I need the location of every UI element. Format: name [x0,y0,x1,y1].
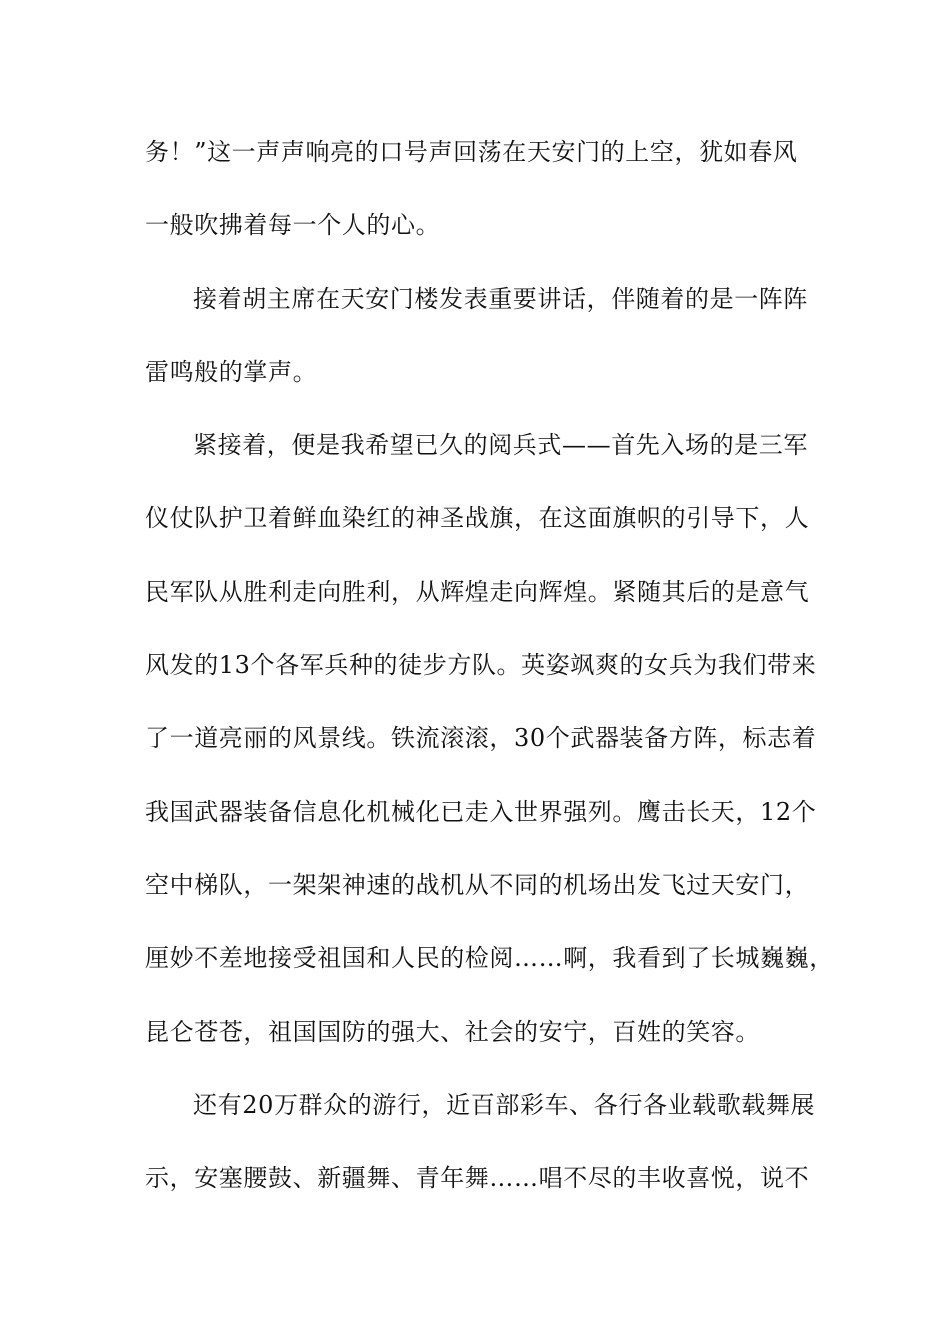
text-line: 雷鸣般的掌声。 [145,357,318,386]
text-line: 仪仗队护卫着鲜血染红的神圣战旗，在这面旗帜的引导下，人 [145,504,810,533]
paragraph-start-line: 还有20万群众的游行，近百部彩车、各行各业载歌载舞展 [193,1090,816,1119]
text-line: 我国武器装备信息化机械化已走入世界强列。鹰击长天，12个 [145,797,817,826]
text-line: 示，安塞腰鼓、新疆舞、青年舞……唱不尽的丰收喜悦，说不 [145,1164,810,1193]
text-line: 风发的13个各军兵种的徒步方队。英姿飒爽的女兵为我们带来 [145,651,817,680]
text-line: 空中梯队，一架架神速的战机从不同的机场出发飞过天安门， [145,870,810,899]
text-line: 了一道亮丽的风景线。铁流滚滚，30个武器装备方阵，标志着 [145,724,817,753]
paragraph-start-line: 紧接着，便是我希望已久的阅兵式——首先入场的是三军 [193,431,808,460]
text-line: 民军队从胜利走向胜利，从辉煌走向辉煌。紧随其后的是意气 [145,577,810,606]
text-line: 昆仑苍苍，祖国国防的强大、社会的安宁，百姓的笑容。 [145,1017,760,1046]
text-line: 一般吹拂着每一个人的心。 [145,211,441,240]
text-line: 厘妙不差地接受祖国和人民的检阅……啊，我看到了长城巍巍， [145,944,834,973]
document-body [145,128,835,1227]
text-line: 务！”这一声声响亮的口号声回荡在天安门的上空，犹如春风 [145,138,798,166]
paragraph-start-line: 接着胡主席在天安门楼发表重要讲话，伴随着的是一阵阵 [193,284,808,313]
